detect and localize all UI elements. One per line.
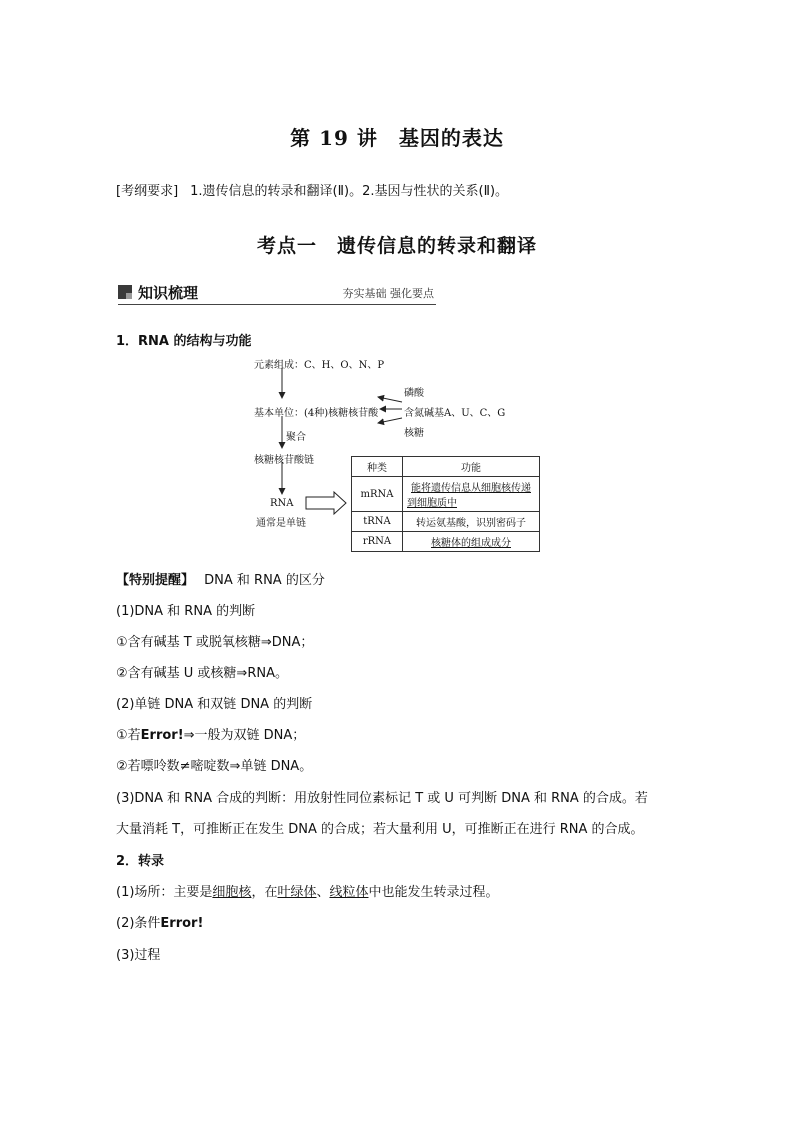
diagram-polymerize: 聚合: [286, 432, 306, 443]
paragraph-text: ，在: [251, 885, 278, 900]
tip-heading: [116, 569, 325, 588]
error-field: Error!: [160, 916, 204, 931]
knowledge-bar-label: 知识梳理: [138, 284, 199, 302]
diagram-ribose: 核糖: [404, 428, 424, 439]
paragraph: [116, 724, 305, 743]
lesson-title: 第 19 讲 基因的表达: [290, 126, 504, 150]
diagram-elements: 元素组成：C、H、O、N、P: [254, 360, 385, 371]
table-header-row: [352, 457, 540, 477]
paragraph-text: 、: [316, 885, 330, 900]
requirements-text: 1.遗传信息的转录和翻译(Ⅱ)。2.基因与性状的关系(Ⅱ)。: [190, 184, 509, 199]
knowledge-bar-subtitle: 夯实基础 强化要点: [342, 287, 434, 300]
table-cell-name: tRNA: [352, 512, 403, 532]
diagram-unit: 基本单位：(4种)核糖核苷酸: [254, 408, 379, 419]
table-cell-function: [403, 477, 540, 512]
paragraph-text: ①若: [116, 728, 141, 743]
square-block-icon: [118, 285, 132, 299]
answer-blank: 线粒体: [329, 885, 369, 900]
diagram-phosphate: 磷酸: [404, 388, 424, 399]
diagram-chain: 核糖核苷酸链: [254, 455, 314, 466]
heading-transcription: 2．转录: [116, 854, 165, 869]
paragraph: ①含有碱基 T 或脱氧核糖⇒DNA；: [116, 635, 314, 650]
answer-blank: 叶绿体: [277, 885, 317, 900]
diagram-base: 含氮碱基A、U、C、G: [404, 408, 506, 419]
knowledge-bar: [118, 282, 436, 308]
paragraph: ②含有碱基 U 或核糖⇒RNA。: [116, 666, 288, 681]
tip-title: DNA 和 RNA 的区分: [204, 573, 325, 588]
diagram-rna: RNA: [270, 498, 294, 509]
requirements-tag: [考纲要求]: [116, 184, 179, 199]
paragraph: [116, 912, 203, 931]
error-field: Error!: [140, 728, 184, 743]
paragraph: (1)DNA 和 RNA 的判断: [116, 604, 256, 619]
table-cell-function: 转运氨基酸，识别密码子: [403, 512, 540, 532]
answer-blank: 细胞核: [212, 885, 252, 900]
syllabus-requirements: [116, 180, 508, 199]
table-cell-function-line: 到细胞质中: [407, 498, 457, 509]
table-cell-function-line: 能将遗传信息从细胞核传递: [411, 483, 531, 494]
table-cell-function: 核糖体的组成成分: [403, 532, 540, 552]
paragraph-text: ⇒一般为双链 DNA；: [183, 728, 306, 743]
table-row: [352, 532, 540, 552]
table-row: [352, 512, 540, 532]
diagram-single-strand: 通常是单链: [256, 518, 306, 529]
heading-rna-structure: 1．RNA 的结构与功能: [116, 334, 252, 349]
rna-function-table: [351, 456, 540, 552]
table-row: [352, 477, 540, 512]
paragraph-text: (2)条件: [116, 916, 161, 931]
paragraph: (2)单链 DNA 和双链 DNA 的判断: [116, 697, 313, 712]
paragraph-text: 中也能发生转录过程。: [368, 885, 499, 900]
table-header-type: 种类: [352, 457, 403, 477]
table-cell-name: rRNA: [352, 532, 403, 552]
tip-tag: 【特别提醒】: [116, 573, 195, 588]
rna-structure-diagram: [250, 352, 550, 562]
paragraph: (3)DNA 和 RNA 合成的判断：用放射性同位素标记 T 或 U 可判断 DNA 和 RNA 的合成。若: [116, 791, 648, 806]
section-title: 考点一 遗传信息的转录和翻译: [256, 235, 537, 257]
paragraph: (3)过程: [116, 948, 161, 963]
paragraph: 大量消耗 T，可推断正在发生 DNA 的合成；若大量利用 U，可推断正在进行 RNA 的合成。: [116, 822, 644, 837]
table-header-function: 功能: [403, 457, 540, 477]
table-cell-name: mRNA: [352, 477, 403, 512]
paragraph-text: (1)场所：主要是: [116, 885, 213, 900]
paragraph: ②若嘌呤数≠嘧啶数⇒单链 DNA。: [116, 759, 313, 774]
paragraph: [116, 881, 499, 900]
divider: [118, 304, 436, 305]
